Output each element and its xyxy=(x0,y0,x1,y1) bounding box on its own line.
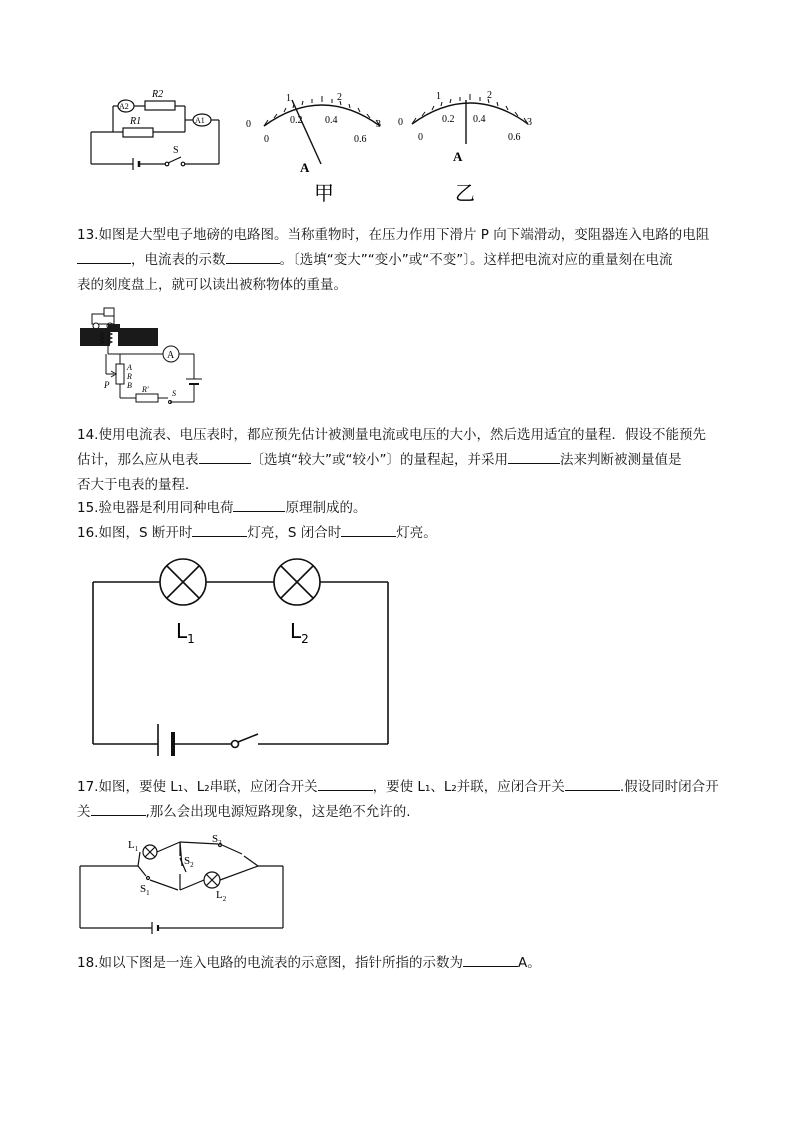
switch-s3-label: $S_3$ xyxy=(212,833,222,847)
switch-s1 xyxy=(150,880,178,890)
figure-caption-yi: 乙 xyxy=(455,181,475,205)
r2-label: R2 xyxy=(152,89,164,100)
dial-tick-label: 0 xyxy=(264,134,269,145)
answer-blank[interactable] xyxy=(77,249,131,264)
dial-tick-label: 2 xyxy=(337,92,342,103)
dial-unit: A xyxy=(453,149,463,164)
answer-blank[interactable] xyxy=(91,801,146,816)
q14-line3: 否大于电表的量程． xyxy=(77,477,199,493)
answer-blank[interactable] xyxy=(192,522,247,537)
r1-label: R1 xyxy=(130,116,142,127)
dial-tick-label: 1 xyxy=(436,91,441,102)
dial-tick-label: 0.2 xyxy=(442,114,455,125)
dial-tick-label: 0.4 xyxy=(473,114,486,125)
dial-tick-label: 0.4 xyxy=(325,115,338,126)
lamp-l2-label: $L_2$ xyxy=(216,889,227,903)
dial-tick-label: 0.6 xyxy=(508,132,521,143)
three-switch-circuit-figure xyxy=(78,832,288,936)
weighbridge-circuit-figure xyxy=(78,306,208,406)
q13-line3: 表的刻度盘上，就可以读出被称物体的重量。 xyxy=(77,277,347,293)
switch-blade xyxy=(238,734,258,742)
a2-label: A2 xyxy=(119,102,129,111)
ammeter-dial-jia xyxy=(244,86,399,206)
question-15: 15.验电器是利用同种电荷 原理制成的。 xyxy=(77,496,722,521)
q14-line1: 14.使用电流表、电压表时，都应预先估计被测量电流或电压的大小，然后选用适宜的量程．假设不能预先 xyxy=(77,427,706,443)
q13-line2: ，电流表的示数 。〔选填“变大”“变小”或“不变”〕。这样把电流对应的重量刻在电流 xyxy=(77,248,722,273)
switch-s1-label: $S_1$ xyxy=(140,883,150,897)
q17-line1: 17.如图，要使 L₁、L₂串联，应闭合开关 ，要使 L₁、L₂并联，应闭合开关 .假设同时闭合开 xyxy=(77,775,722,800)
switch-contact xyxy=(232,741,239,748)
answer-blank[interactable] xyxy=(226,249,280,264)
dial-tick-label: 0 xyxy=(246,119,251,130)
dial-tick-label: 1 xyxy=(286,93,291,104)
answer-blank[interactable] xyxy=(508,449,560,464)
needle xyxy=(292,100,321,164)
dial-tick-label: 0 xyxy=(418,132,423,143)
dial-tick-label: 3 xyxy=(376,119,381,130)
lamp-l2-label: $L_2$ xyxy=(290,619,309,646)
rheostat-label-r: R xyxy=(127,372,132,381)
question-14 xyxy=(77,423,722,498)
switch-s2-label: $S_2$ xyxy=(184,855,194,869)
ammeter-dial-yi xyxy=(398,86,543,206)
question-18: 18.如以下图是一连入电路的电流表的示意图，指针所指的示数为 A。 xyxy=(77,951,722,976)
dial-unit: A xyxy=(300,160,310,175)
switch-s-label: S xyxy=(173,145,179,156)
dial-tick-label: 0.2 xyxy=(290,115,303,126)
ammeter-label: A xyxy=(167,350,175,361)
rheostat-end-a: A xyxy=(127,363,132,372)
switch-s-label: S xyxy=(172,389,176,398)
figure-caption-jia: 甲 xyxy=(314,181,334,205)
dial-tick-label: 2 xyxy=(487,90,492,101)
top-circuit-figure xyxy=(85,84,235,174)
dial-tick-label: 0.6 xyxy=(354,134,367,145)
answer-blank[interactable] xyxy=(565,776,620,791)
lamp-l1-label: $L_1$ xyxy=(176,619,195,646)
answer-blank[interactable] xyxy=(233,497,285,512)
q17-line2: 关 ,那么会出现电源短路现象，这是绝不允许的. xyxy=(77,800,722,825)
question-16: 16.如图，S 断开时 灯亮，S 闭合时 灯亮。 xyxy=(77,521,722,546)
q14-line2: 估计，那么应从电表 〔选填“较大”或“较小”〕的量程起，并采用 法来判断被测量值是 xyxy=(77,448,722,473)
lamp-l1-label: $L_1$ xyxy=(128,839,139,853)
answer-blank[interactable] xyxy=(318,776,373,791)
a1-label: A1 xyxy=(195,116,205,125)
resistor-rprime-label: R′ xyxy=(142,385,149,394)
question-13 xyxy=(77,223,722,298)
switch-s3 xyxy=(222,845,242,854)
question-17 xyxy=(77,775,722,825)
q13-line1: 13.如图是大型电子地磅的电路图。当称重物时，在压力作用下滑片 P 向下端滑动，变阻器连入电路的电阻 xyxy=(77,227,710,243)
answer-blank[interactable] xyxy=(341,522,396,537)
answer-blank[interactable] xyxy=(199,449,251,464)
dial-tick-label: 3 xyxy=(527,117,532,128)
rheostat-end-b: B xyxy=(127,381,132,390)
answer-blank[interactable] xyxy=(463,952,518,967)
dial-tick-label: 0 xyxy=(398,117,403,128)
slider-p-label: P xyxy=(104,380,110,390)
two-lamp-circuit-figure xyxy=(88,556,398,756)
